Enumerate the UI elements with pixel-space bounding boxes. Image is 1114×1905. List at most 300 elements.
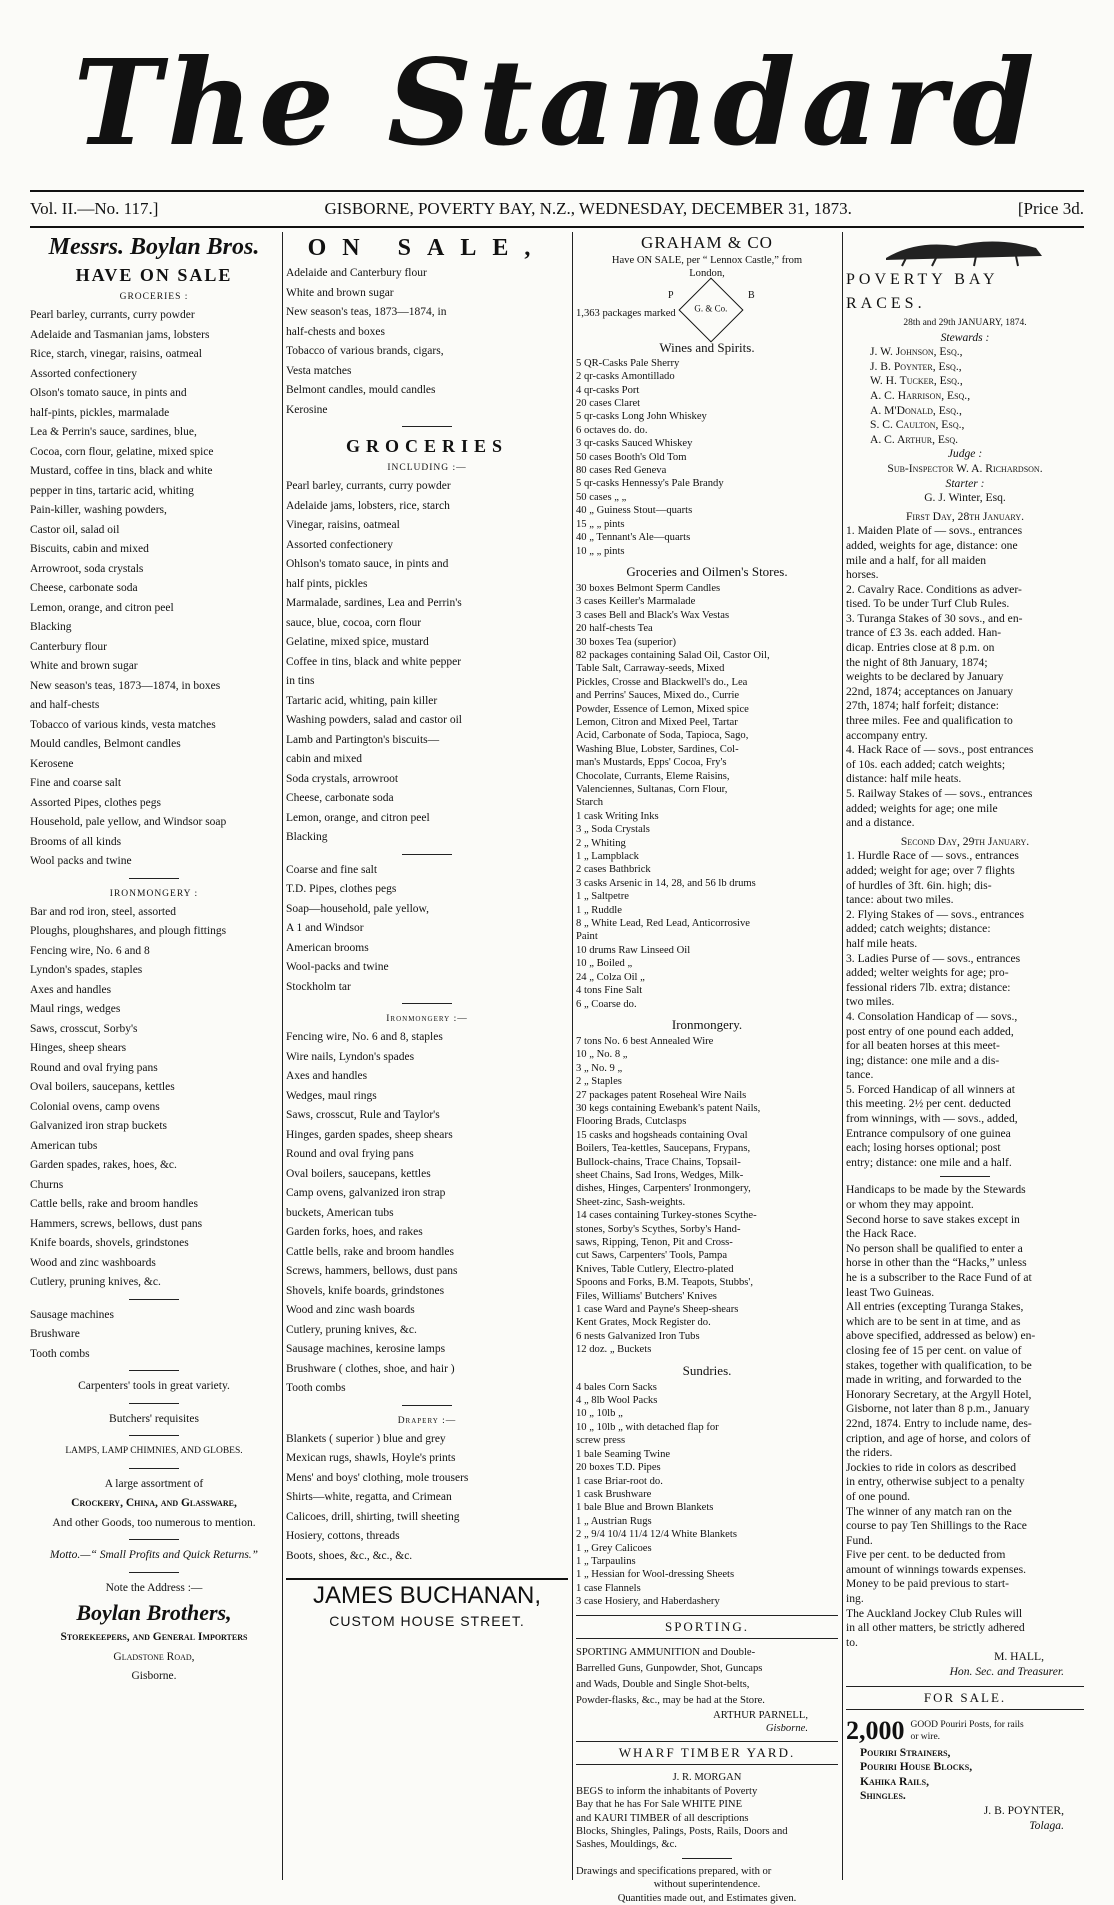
list-item: Hosiery, cottons, threads xyxy=(286,1530,400,1542)
divider xyxy=(402,426,452,427)
list-item: of 10s. each added; catch weights; xyxy=(846,757,1006,771)
for-sale-quantity: 2,000 xyxy=(846,1715,905,1745)
text-line: Blocks, Shingles, Palings, Posts, Rails, Doors and xyxy=(576,1826,788,1837)
divider xyxy=(402,854,452,855)
list-item: 2 qr-casks Amontillado xyxy=(576,371,675,383)
list-item: in tins xyxy=(286,675,315,687)
list-item: trance of £3 3s. each added. Han- xyxy=(846,626,1002,640)
misc-list xyxy=(30,1306,278,1365)
divider xyxy=(129,1468,179,1469)
list-item: Pearl barley, currants, curry powder xyxy=(30,309,195,321)
wharf-quantities: Quantities made out, and Estimates given. xyxy=(617,1892,797,1904)
list-item: 15 casks and hogsheads containing Oval xyxy=(576,1129,748,1141)
list-item: Wool packs and twine xyxy=(30,855,132,867)
for-sale-line2: or wire. xyxy=(910,1731,941,1742)
list-item: added; welter weights for age; pro- xyxy=(846,966,1009,980)
list-item: 3. Ladies Purse of — sovs., entrances xyxy=(846,951,1021,965)
carpenters-tools: Carpenters' tools in great variety. xyxy=(78,1380,230,1392)
list-item: Ploughs, ploughshares, and plough fittings xyxy=(30,925,227,937)
list-item: Biscuits, cabin and mixed xyxy=(30,543,149,555)
list-item: Knife boards, shovels, grindstones xyxy=(30,1237,189,1249)
list-item: Cutlery, pruning knives, &c. xyxy=(30,1276,161,1288)
list-item: 4. Hack Race of — sovs., post entrances xyxy=(846,743,1034,757)
list-item: Round and oval frying pans xyxy=(286,1148,414,1160)
list-item: 10 „ Boiled „ xyxy=(576,958,633,970)
ironmongery-list xyxy=(286,1028,568,1399)
wharf-heading: WHARF TIMBER YARD. xyxy=(576,1741,838,1765)
list-item: of hurdles of 3ft. 6in. high; dis- xyxy=(846,878,992,892)
ironmongery-heading: Ironmongery :— xyxy=(386,1014,468,1024)
text-line: course to pay Ten Shillings to the Race xyxy=(846,1519,1027,1533)
list-item: A. M'Donald, Esq., xyxy=(870,403,962,417)
drapery-heading: Drapery :— xyxy=(397,1415,457,1426)
list-item: half-chests and boxes xyxy=(286,325,385,338)
list-item: Tobacco of various brands, cigars, xyxy=(286,345,444,357)
list-item: White and brown sugar xyxy=(30,660,138,672)
list-item: tised. To be under Turf Club Rules. xyxy=(846,597,1010,611)
race-dates: 28th and 29th JANUARY, 1874. xyxy=(903,318,1027,328)
list-item: Vinegar, raisins, oatmeal xyxy=(286,519,400,531)
secretary-title: Hon. Sec. and Treasurer. xyxy=(949,1665,1064,1679)
for-sale-items xyxy=(846,1746,1084,1804)
parnell-town: Gisborne. xyxy=(765,1722,808,1734)
divider xyxy=(129,1539,179,1540)
wines-list xyxy=(576,357,838,558)
other-goods-line: And other Goods, too numerous to mention. xyxy=(52,1516,256,1529)
list-item: Valenciennes, Sultanas, Corn Flour, xyxy=(576,784,728,795)
list-item: man's Mustards, Epps' Cocoa, Fry's xyxy=(576,757,727,769)
list-item: buckets, American tubs xyxy=(286,1206,394,1219)
list-item: 3 case Hosiery, and Haberdashery xyxy=(576,1596,720,1608)
list-item: Soda crystals, arrowroot xyxy=(286,772,399,785)
text-line: The winner of any match ran on the xyxy=(846,1504,1012,1518)
for-sale-text xyxy=(911,1719,1024,1743)
list-item: 20 cases Claret xyxy=(576,398,641,410)
text-line: and Wads, Double and Single Shot-belts, xyxy=(576,1678,750,1690)
text-line: Money to be paid previous to start- xyxy=(846,1577,1009,1591)
column-james-buchanan xyxy=(286,232,568,1880)
list-item: W. H. Tucker, Esq., xyxy=(870,374,963,388)
list-item: accompany entry. xyxy=(846,728,928,742)
list-item: A 1 and Windsor xyxy=(286,922,364,934)
list-item: Table Salt, Carraway-seeds, Mixed xyxy=(576,663,725,675)
lamps-line: LAMPS, LAMP CHIMNIES, AND GLOBES. xyxy=(65,1446,243,1456)
second-day-events xyxy=(846,849,1084,1170)
poynter-signature: J. B. POYNTER, xyxy=(983,1804,1064,1817)
list-item: Blankets ( superior ) blue and grey xyxy=(286,1432,446,1445)
divider xyxy=(682,1858,732,1859)
list-item: entry; distance: one mile and a half. xyxy=(846,1155,1012,1169)
sporting-heading: SPORTING. xyxy=(576,1615,838,1639)
list-item: Ohlson's tomato sauce, in pints and xyxy=(286,558,449,570)
list-item: 1 case Flannels xyxy=(576,1582,641,1594)
text-line: which are to be sent in at time, and as xyxy=(846,1314,1021,1328)
list-item: Kerosene xyxy=(30,757,74,770)
list-item: Powder, Essence of Lemon, Mixed spice xyxy=(576,703,749,715)
list-item: White and brown sugar xyxy=(286,286,394,299)
list-item: 2 „ Staples xyxy=(576,1076,622,1088)
on-sale-heading: ON SALE, xyxy=(307,235,547,261)
have-on-sale-heading: HAVE ON SALE xyxy=(75,265,233,285)
list-item: Round and oval frying pans xyxy=(30,1061,158,1074)
list-item: Maul rings, wedges xyxy=(30,1003,121,1015)
list-item: Boots, shoes, &c., &c., &c. xyxy=(286,1549,413,1562)
starter-heading: Starter : xyxy=(945,476,985,490)
masthead xyxy=(30,28,1084,178)
list-item: 6 „ Coarse do. xyxy=(576,998,637,1010)
list-item: 30 kegs containing Ewebank's patent Nails, xyxy=(576,1102,761,1114)
list-item: Cattle bells, rake and broom handles xyxy=(30,1198,198,1210)
parnell-signature: ARTHUR PARNELL, xyxy=(713,1709,808,1721)
list-item: Churns xyxy=(30,1178,64,1191)
groceries-list xyxy=(576,582,838,1011)
list-item: Marmalade, sardines, Lea and Perrin's xyxy=(286,597,462,609)
list-item: Coffee in tins, black and white pepper xyxy=(286,655,462,668)
list-item: 22nd, 1874; acceptances on January xyxy=(846,684,1014,698)
list-item: Lyndon's spades, staples xyxy=(30,964,143,976)
list-item: Spoons and Forks, B.M. Teapots, Stubbs', xyxy=(576,1277,753,1289)
list-item: Rice, starch, vinegar, raisins, oatmeal xyxy=(30,348,202,360)
list-item: Galvanized iron strap buckets xyxy=(30,1120,167,1132)
list-item: American brooms xyxy=(286,941,369,954)
list-item: Adelaide and Tasmanian jams, lobsters xyxy=(30,328,210,341)
list-item: 1 case Briar-root do. xyxy=(576,1475,663,1487)
text-line: Five per cent. to be deducted from xyxy=(846,1548,1006,1562)
list-item: Cutlery, pruning knives, &c. xyxy=(286,1323,417,1336)
list-item: Wedges, maul rings xyxy=(286,1089,377,1102)
sundries-list xyxy=(286,861,568,998)
list-item: 4 tons Fine Salt xyxy=(576,985,643,997)
list-item: Belmont candles, mould candles xyxy=(286,384,436,396)
list-item: Soap—household, pale yellow, xyxy=(286,902,429,915)
list-item: 5 qr-casks Long John Whiskey xyxy=(576,411,707,423)
text-line: cription, and age of horse, and colors of xyxy=(846,1431,1031,1445)
list-item: Oval boilers, saucepans, kettles xyxy=(286,1167,431,1180)
list-item: 20 half-chests Tea xyxy=(576,623,653,635)
list-item: Entrance compulsory of one guinea xyxy=(846,1126,1011,1140)
sale-items-list xyxy=(286,264,568,420)
including-label: INCLUDING :— xyxy=(387,463,467,473)
packages-marked: 1,363 packages marked xyxy=(576,307,676,319)
assortment-intro: A large assortment of xyxy=(104,1477,204,1490)
list-item: 1 bale Blue and Brown Blankets xyxy=(576,1502,714,1514)
list-item: Adelaide and Canterbury flour xyxy=(286,267,427,279)
text-line: Handicaps to be made by the Stewards xyxy=(846,1183,1026,1197)
list-item: half mile heats. xyxy=(846,936,918,950)
list-item: Chocolate, Currants, Eleme Raisins, xyxy=(576,770,730,782)
storekeepers-line: Storekeepers, and General Importers xyxy=(60,1631,248,1643)
list-item: Brushware xyxy=(30,1328,80,1340)
list-item: Olson's tomato sauce, in pints and xyxy=(30,387,187,399)
groceries-list xyxy=(286,477,568,848)
list-item: 1 cask Brushware xyxy=(576,1488,652,1500)
graham-firm-title: GRAHAM & CO xyxy=(641,233,773,252)
secretary-name: M. HALL, xyxy=(994,1650,1044,1664)
column-graham-co xyxy=(576,232,838,1904)
crockery-line: Crockery, China, and Glassware, xyxy=(71,1497,237,1509)
list-item: Mexican rugs, shawls, Hoyle's prints xyxy=(286,1452,456,1464)
list-item: Garden spades, rakes, hoes, &c. xyxy=(30,1159,177,1171)
list-item: Cattle bells, rake and broom handles xyxy=(286,1245,454,1258)
list-item: 10 „ No. 8 „ xyxy=(576,1049,628,1061)
list-item: S. C. Caulton, Esq., xyxy=(870,418,965,432)
list-item: Hinges, sheep shears xyxy=(30,1042,127,1054)
list-item: 1 „ Tarpaulins xyxy=(576,1555,636,1567)
list-item: Kahika Rails, xyxy=(860,1774,929,1788)
list-item: dicap. Entries close at 8 p.m. on xyxy=(846,641,995,655)
list-item: 3 casks Arsenic in 14, 28, and 56 lb drums xyxy=(576,877,756,889)
list-item: 20 boxes T.D. Pipes xyxy=(576,1462,661,1474)
list-item: Brushware ( clothes, shoe, and hair ) xyxy=(286,1362,455,1375)
list-item: Shingles. xyxy=(860,1789,906,1803)
first-day-heading: First Day, 28th January. xyxy=(905,509,1025,523)
list-item: Files, Williams' Butchers' Knives xyxy=(576,1290,717,1302)
list-item: Pain-killer, washing powders, xyxy=(30,504,167,516)
boylan-firm-title: Messrs. Boylan Bros. xyxy=(48,234,260,260)
for-sale-heading: FOR SALE. xyxy=(846,1686,1084,1710)
list-item: Cocoa, corn flour, gelatine, mixed spice xyxy=(30,445,214,458)
list-item: 15 „ „ pints xyxy=(576,518,625,530)
list-item: Fine and coarse salt xyxy=(30,777,122,789)
list-item: Colonial ovens, camp ovens xyxy=(30,1100,160,1113)
list-item: 50 cases „ „ xyxy=(576,491,627,503)
race-notes xyxy=(846,1183,1084,1650)
list-item: 2 „ Whiting xyxy=(576,837,626,849)
text-line: Barrelled Guns, Gunpowder, Shot, Guncaps xyxy=(576,1662,763,1674)
list-item: 5 qr-casks Hennessy's Pale Brandy xyxy=(576,478,724,490)
list-item: added; weights for age; one mile xyxy=(846,801,998,815)
list-item: post entry of one pound each added, xyxy=(846,1024,1014,1038)
list-item: Screws, hammers, bellows, dust pans xyxy=(286,1265,458,1277)
wharf-text xyxy=(576,1785,838,1852)
list-item: Kent Grates, Mock Register do. xyxy=(576,1317,711,1329)
list-item: Lemon, orange, and citron peel xyxy=(286,811,430,824)
list-item: 4 bales Corn Sacks xyxy=(576,1381,657,1393)
list-item: 14 cases containing Turkey-stones Scythe- xyxy=(576,1210,757,1222)
list-item: Coarse and fine salt xyxy=(286,863,378,876)
wharf-proprietor: J. R. MORGAN xyxy=(672,1772,742,1784)
list-item: stones, Sorby's Scythes, Sorby's Hand- xyxy=(576,1223,741,1235)
list-item: A. C. Harrison, Esq., xyxy=(870,388,971,402)
column-rule xyxy=(842,232,843,1880)
list-item: Canterbury flour xyxy=(30,640,107,653)
diamond-mark-icon xyxy=(678,277,743,342)
list-item: Pouriri Strainers, xyxy=(860,1745,951,1759)
list-item: 1 cask Writing Inks xyxy=(576,810,659,822)
list-item: Washing powders, salad and castor oil xyxy=(286,714,463,726)
text-line: above specified, addressed as below) en- xyxy=(846,1329,1036,1343)
column-races xyxy=(846,232,1084,1880)
list-item: Lemon, orange, and citron peel xyxy=(30,601,174,614)
text-line: in all other matters, be strictly adhered xyxy=(846,1621,1025,1635)
list-item: Boilers, Tea-kettles, Saucepans, Frypans, xyxy=(576,1143,751,1155)
drapery-list xyxy=(286,1430,568,1567)
list-item: 40 „ Tennant's Ale—quarts xyxy=(576,532,691,544)
ironmongery-list xyxy=(30,903,278,1293)
list-item: Acid, Carbonate of Soda, Tapioca, Sago, xyxy=(576,730,749,742)
column-rule xyxy=(282,232,283,1880)
list-item: Lemon, Citron and Mixed Peel, Tartar xyxy=(576,716,738,728)
for-sale-lead xyxy=(846,1716,1084,1746)
text-line: Bay that he has For Sale WHITE PINE xyxy=(576,1799,743,1811)
list-item: tance: about two miles. xyxy=(846,893,954,907)
list-item: Wood and zinc wash boards xyxy=(286,1304,415,1316)
list-item: Assorted confectionery xyxy=(30,367,137,380)
list-item: 30 boxes Tea (superior) xyxy=(576,636,676,648)
text-line: least Two Guineas. xyxy=(846,1285,935,1299)
text-line: Fund. xyxy=(846,1533,873,1547)
text-line: stakes, together with qualification, to be xyxy=(846,1358,1032,1372)
list-item: Household, pale yellow, and Windsor soap xyxy=(30,816,227,828)
list-item: 2. Flying Stakes of — sovs., entrances xyxy=(846,907,1025,921)
list-item: 1. Hurdle Race of — sovs., entrances xyxy=(846,849,1019,863)
list-item: 7 tons No. 6 best Annealed Wire xyxy=(576,1035,714,1047)
list-item: Wool-packs and twine xyxy=(286,961,389,973)
wharf-drawings: Drawings and specifications prepared, with or xyxy=(576,1865,772,1877)
list-item: distance: half mile heats. xyxy=(846,772,962,786)
text-line: Second horse to save stakes except in xyxy=(846,1212,1020,1226)
list-item: 3 cases Bell and Black's Wax Vestas xyxy=(576,609,730,621)
text-line: Honorary Secretary, at the Argyll Hotel, xyxy=(846,1387,1032,1401)
list-item: New season's teas, 1873—1874, in xyxy=(286,306,447,318)
graham-intro-london: London, xyxy=(689,268,725,280)
text-line: ing. xyxy=(846,1592,864,1606)
list-item: added; weight for age; over 7 flights xyxy=(846,863,1015,877)
list-item: Axes and handles xyxy=(286,1070,368,1082)
list-item: Saws, crosscut, Rule and Taylor's xyxy=(286,1109,440,1121)
list-item: Wood and zinc washboards xyxy=(30,1256,156,1269)
list-item: 1. Maiden Plate of — sovs., entrances xyxy=(846,524,1023,538)
list-item: Calicoes, drill, shirting, twill sheeting xyxy=(286,1510,460,1523)
text-line: he is a subscriber to the Race Fund of at xyxy=(846,1271,1032,1284)
columns xyxy=(30,232,1084,1904)
list-item: 1 „ Hessian for Wool-dressing Sheets xyxy=(576,1569,735,1581)
groceries-list xyxy=(30,306,278,872)
list-item: Lea & Perrin's sauce, sardines, blue, xyxy=(30,426,197,438)
list-item: Shovels, knife boards, grindstones xyxy=(286,1284,445,1297)
divider xyxy=(402,1405,452,1406)
starter-name: G. J. Winter, Esq. xyxy=(924,491,1006,505)
list-item: Shirts—white, regatta, and Crimean xyxy=(286,1491,452,1503)
list-item: 6 nests Galvanized Iron Tubs xyxy=(576,1330,700,1342)
butchers-requisites: Butchers' requisites xyxy=(109,1412,199,1425)
list-item: 1 „ Grey Calicoes xyxy=(576,1542,652,1554)
list-item: fessional riders 7lb. extra; distance: xyxy=(846,980,1011,994)
note-address: Note the Address :— xyxy=(105,1581,203,1594)
text-line: All entries (excepting Turanga Stakes, xyxy=(846,1300,1024,1314)
second-day-heading: Second Day, 29th January. xyxy=(900,834,1030,848)
list-item: 3 qr-casks Sauced Whiskey xyxy=(576,438,693,450)
buchanan-signature: JAMES BUCHANAN, xyxy=(286,1578,568,1612)
list-item: Camp ovens, galvanized iron strap xyxy=(286,1187,446,1199)
list-item: Stockholm tar xyxy=(286,980,351,993)
list-item: half-pints, pickles, marmalade xyxy=(30,406,170,419)
text-line: The Auckland Jockey Club Rules will xyxy=(846,1606,1023,1620)
list-item: cabin and mixed xyxy=(286,753,363,765)
list-item: Arrowroot, soda crystals xyxy=(30,562,144,575)
text-line: Jockies to ride in colors as described xyxy=(846,1460,1016,1474)
list-item: from winnings, with — sovs., added, xyxy=(846,1112,1018,1126)
list-item: sauce, blue, cocoa, corn flour xyxy=(286,616,422,629)
list-item: Assorted confectionery xyxy=(286,538,393,551)
list-item: 1 case Ward and Payne's Sheep-shears xyxy=(576,1304,739,1316)
text-line: in entry, otherwise subject to a penalty xyxy=(846,1475,1025,1489)
list-item: Mould candles, Belmont candles xyxy=(30,738,181,750)
list-item: Oval boilers, saucepans, kettles xyxy=(30,1081,175,1093)
text-line: 22nd, 1874. Entry to include name, des- xyxy=(846,1416,1032,1430)
races-heading: POVERTY BAY RACES. xyxy=(846,271,998,312)
divider xyxy=(129,1299,179,1300)
race-horses-illustration xyxy=(846,232,1084,268)
text-line: horse in other than the “Hacks,” unless xyxy=(846,1256,1027,1270)
list-item: American tubs xyxy=(30,1139,98,1152)
text-line: Gisborne, not later than 8 p.m., January xyxy=(846,1402,1030,1416)
list-item: 30 boxes Belmont Sperm Candles xyxy=(576,582,721,594)
divider xyxy=(129,1403,179,1404)
list-item: Wire nails, Lyndon's spades xyxy=(286,1050,415,1063)
list-item: this meeting. 2½ per cent. deducted xyxy=(846,1097,1011,1111)
place-and-date: GISBORNE, POVERTY BAY, N.Z., WEDNESDAY, DECEMBER 31, 1873. xyxy=(324,199,852,218)
list-item: 24 „ Colza Oil „ xyxy=(576,971,645,983)
first-day-events xyxy=(846,524,1084,830)
list-item: Saws, crosscut, Sorby's xyxy=(30,1022,138,1035)
list-item: Garden forks, hoes, and rakes xyxy=(286,1226,423,1238)
list-item: added; catch weights; distance: xyxy=(846,922,991,936)
list-item: Castor oil, salad oil xyxy=(30,523,120,536)
list-item: Hinges, garden spades, sheep shears xyxy=(286,1128,453,1141)
list-item: Gelatine, mixed spice, mustard xyxy=(286,636,429,648)
column-rule xyxy=(572,232,573,1880)
volume-number: Vol. II.—No. 117.] xyxy=(30,199,159,218)
list-item: 82 packages containing Salad Oil, Castor Oil, xyxy=(576,649,770,661)
list-item: J. W. Johnson, Esq., xyxy=(870,345,963,359)
list-item: screw press xyxy=(576,1435,626,1447)
list-item: 1 „ Saltpetre xyxy=(576,891,629,903)
list-item: Sausage machines xyxy=(30,1308,114,1321)
list-item: 5. Forced Handicap of all winners at xyxy=(846,1082,1016,1096)
list-item: tance. xyxy=(846,1068,874,1082)
list-item: A. C. Arthur, Esq. xyxy=(870,432,959,446)
list-item: Pearl barley, currants, curry powder xyxy=(286,480,451,492)
list-item: 27 packages patent Roseheal Wire Nails xyxy=(576,1089,747,1101)
list-item: 6 octaves do. do. xyxy=(576,424,648,436)
list-item: Axes and handles xyxy=(30,983,112,996)
list-item: 80 cases Red Geneva xyxy=(576,465,667,477)
list-item: Lamb and Partington's biscuits— xyxy=(286,733,440,746)
poynter-town: Tolaga. xyxy=(1029,1818,1064,1832)
list-item: Tobacco of various kinds, vesta matches xyxy=(30,718,216,731)
list-item: 4 „ 8lb Wool Packs xyxy=(576,1395,658,1407)
price: [Price 3d. xyxy=(1017,199,1084,218)
list-item: saws, Ripping, Tenon, Pit and Cross- xyxy=(576,1237,733,1248)
divider xyxy=(940,1176,990,1177)
list-item: and half-chests xyxy=(30,699,100,711)
column-boylan-bros xyxy=(30,232,278,1880)
text-line: Sashes, Mouldings, &c. xyxy=(576,1839,677,1851)
list-item: three miles. Fee and qualification to xyxy=(846,714,1013,728)
list-item: New season's teas, 1873—1874, in boxes xyxy=(30,679,221,692)
list-item: 3 cases Keiller's Marmalade xyxy=(576,596,696,608)
ironmongery-heading: Ironmongery. xyxy=(671,1016,743,1032)
groceries-heading: GROCERIES : xyxy=(119,292,189,302)
list-item: dishes, Hinges, Carpenters' Ironmongery, xyxy=(576,1183,751,1195)
mark-letter-p: P xyxy=(668,289,674,301)
list-item: Flooring Brads, Cutclasps xyxy=(576,1116,687,1128)
list-item: 1 bale Seaming Twine xyxy=(576,1448,671,1460)
list-item: 3 „ Soda Crystals xyxy=(576,824,650,836)
list-item: J. B. Poynter, Esq., xyxy=(870,359,962,373)
list-item: 2 cases Bathbrick xyxy=(576,864,651,876)
